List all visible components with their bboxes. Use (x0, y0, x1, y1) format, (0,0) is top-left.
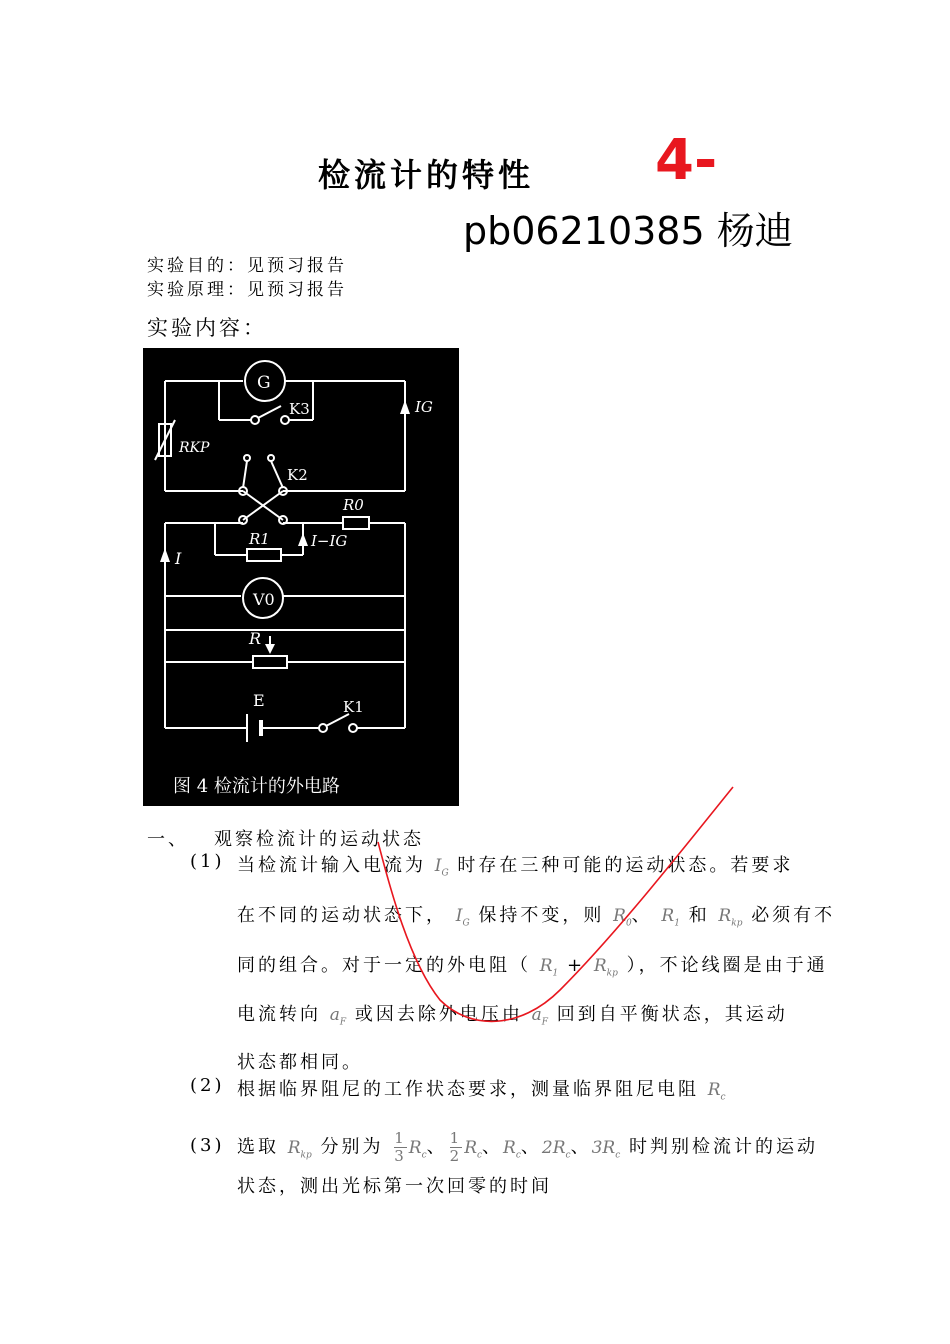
purpose-line: 实验目的：见预习报告 (147, 256, 347, 276)
section-1-number: 一、 (147, 829, 189, 850)
item-1-line-5: 状态都相同。 (237, 1052, 363, 1073)
k3-label: K3 (289, 400, 310, 418)
v0-label: V0 (253, 590, 275, 609)
fraction-one-third: $\frac{1}{3}$ (394, 1129, 407, 1165)
page-title: 检流计的特性 (318, 156, 535, 194)
galvanometer-label: G (257, 373, 271, 393)
r1-label: R1 (249, 530, 270, 548)
item-2-line: 根据临界阻尼的工作状态要求，测量临界阻尼电阻 $R_c$ (237, 1079, 726, 1103)
item-1-line-2: 在不同的运动状态下， $I_G$ 保持不变，则 $R_0$、 $R_1$ 和 $R_{kp}$ 必须有不 (237, 905, 836, 929)
item-3-line-2: 状态，测出光标第一次回零的时间 (237, 1176, 552, 1197)
item-1-line-1: 当检流计输入电流为 $I_G$ 时存在三种可能的运动状态。若要求 (237, 855, 794, 879)
section-1-title: 观察检流计的运动状态 (214, 829, 424, 850)
item-3-number: (3) (190, 1135, 225, 1156)
e-label: E (253, 691, 265, 710)
i-minus-ig-label: I−IG (311, 532, 348, 550)
check-stroke (378, 787, 733, 1021)
figure-caption: 图 4 检流计的外电路 (173, 776, 340, 797)
k1-label: K1 (343, 698, 364, 716)
item-1-line-3: 同的组合。对于一定的外电阻（ $R_1 + R_{kp}$ ），不论线圈是由于通 (237, 955, 828, 979)
item-2-number: (2) (190, 1075, 225, 1096)
title-number: 4- (655, 128, 718, 193)
r0-label: R0 (343, 496, 364, 514)
content-heading: 实验内容： (147, 316, 267, 340)
fraction-one-half: $\frac{1}{2}$ (449, 1129, 463, 1165)
author-line: pb06210385 杨迪 (463, 209, 793, 253)
principle-line: 实验原理：见预习报告 (147, 280, 347, 300)
math-ig: $I_G$ (434, 856, 449, 879)
rkp-label: RKP (179, 440, 210, 456)
i-label: I (175, 549, 182, 568)
item-1-line-4: 电流转向 $a_F$ 或因去除外电压由 $a_F$ 回到自平衡状态，其运动 (237, 1004, 788, 1028)
k2-label: K2 (287, 466, 308, 484)
item-1-number: (1) (190, 851, 225, 872)
r-label: R (249, 629, 262, 648)
ig-label: IG (415, 398, 433, 416)
item-3-line-1: 选取 $R_{kp}$ 分别为 $\frac{1}{3}$ $R_c$、 $\frac{1}{2}$ $R_c$、$R_c$、$2R_c$、$3R_c$ 时判别检流计的运动 (237, 1129, 819, 1165)
